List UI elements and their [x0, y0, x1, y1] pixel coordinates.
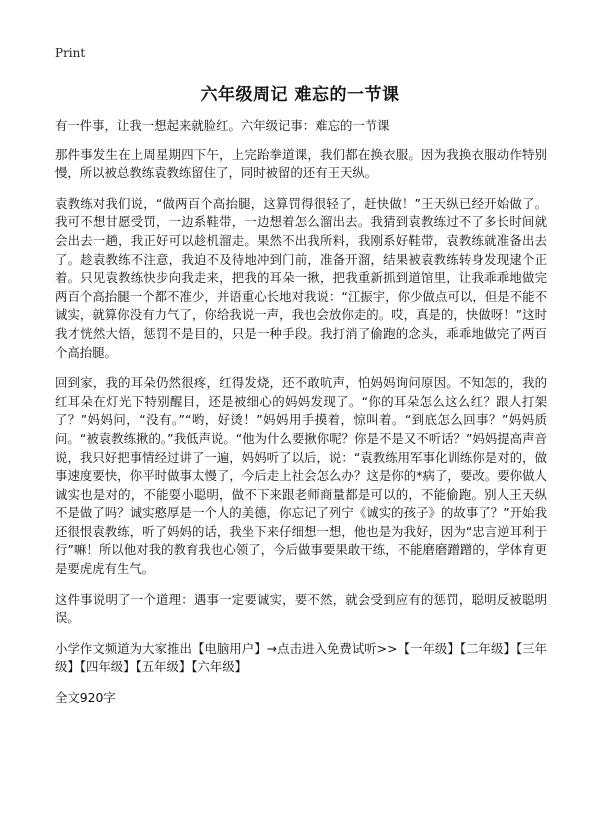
- channel-links: [55, 640, 547, 677]
- link-grade-6[interactable]: 【六年级】: [191, 659, 248, 675]
- paragraph-home: 回到家，我的耳朵仍然很疼，红得发烧，还不敢吭声，怕妈妈询问原因。不知怎的，我的红耳朵在灯光下特别醒目，还是被细心的妈妈发现了。“你的耳朵怎么这么红？跟人打架了？”妈妈问，“没有。”“哟，好烫！”妈妈用手摸着，惊叫着。“到底怎么回事？”妈妈质问。“被袁教练揪的。”我低声说。“他为什么要揪你呢？你是不是又不听话？”妈妈提高声音说，我只好把事情经过讲了一遍，妈妈听了以后，说：“袁教练用军事化训练你是对的，做事速度要快，你平时做事太慢了，今后走上社会怎么办？这是你的*病了，要改。要你做人诚实也是对的，不能耍小聪明，做不下来跟老师商量都是可以的，不能偷跑。别人王天纵不是做了吗？诚实憨厚是一个人的美德，你忘记了列宁《诚实的孩子》的故事了？”开始我还很恨袁教练，听了妈妈的话，我坐下来仔细想一想，他也是为我好，因为“忠言逆耳利于行”嘛！所以他对我的教育我也心领了，今后做事要果敢干练，不能磨磨蹭蹭的，学体育更是要虎虎有生气。: [55, 375, 547, 577]
- link-grade-1[interactable]: 【一年级】: [397, 640, 460, 656]
- link-grade-5[interactable]: 【五年级】: [135, 659, 192, 675]
- article-body: [55, 117, 547, 720]
- intro-paragraph: 有一件事，让我一想起来就脸红。六年级记事：难忘的一节课: [55, 118, 390, 133]
- link-free-trial[interactable]: →点击进入免费试听>>: [266, 640, 398, 656]
- word-count: 全文920字: [55, 690, 116, 706]
- link-grade-4[interactable]: 【四年级】: [79, 659, 136, 675]
- link-grade-3[interactable]: 【三年级】: [55, 640, 548, 675]
- paragraph-training: 袁教练对我们说，“做两百个高抬腿，这算罚得很轻了，赶快做！”王天纵已经开始做了。我可不想甘愿受罚，一边系鞋带，一边想着怎么溜出去。我猜到袁教练过不了多长时间就会出去一趟，我正好可以趁机溜走。果然不出我所料，我刚系好鞋带，袁教练就准备出去了。趁袁教练不注意，我迫不及待地冲到门前，准备开溜，结果被袁教练转身发现逮个正着。只见袁教练快步向我走来，把我的耳朵一揪，把我重新抓到道馆里，让我乖乖地做完两百个高抬腿一个都不准少，并语重心长地对我说：“江振宇，你少做点可以，但是不能不诚实，就算你没有力气了，你给我说一声，我也会放你走的。哎，真是的，快做呀！”这时我才恍然大悟，惩罚不是目的，只是一种手段。我打消了偷跑的念头，乖乖地做完了两百个高抬腿。: [55, 195, 547, 360]
- paragraph-lesson: 这件事说明了一个道理：遇事一定要诚实，要不然，就会受到应有的惩罚，聪明反被聪明误。: [55, 591, 547, 626]
- links-prefix: 小学作文频道为大家推出: [55, 640, 192, 656]
- paragraph-setting: 那件事发生在上周星期四下午，上完跆拳道课，我们都在换衣服。因为我换衣服动作特别慢，所以被总教练袁教练留住了，同时被留的还有王天纵。: [55, 146, 547, 181]
- link-grade-2[interactable]: 【二年级】: [459, 640, 516, 656]
- link-computer-users[interactable]: 【电脑用户】: [191, 640, 267, 656]
- article-title: 六年级周记 难忘的一节课: [200, 85, 400, 105]
- print-link[interactable]: Print: [55, 46, 86, 60]
